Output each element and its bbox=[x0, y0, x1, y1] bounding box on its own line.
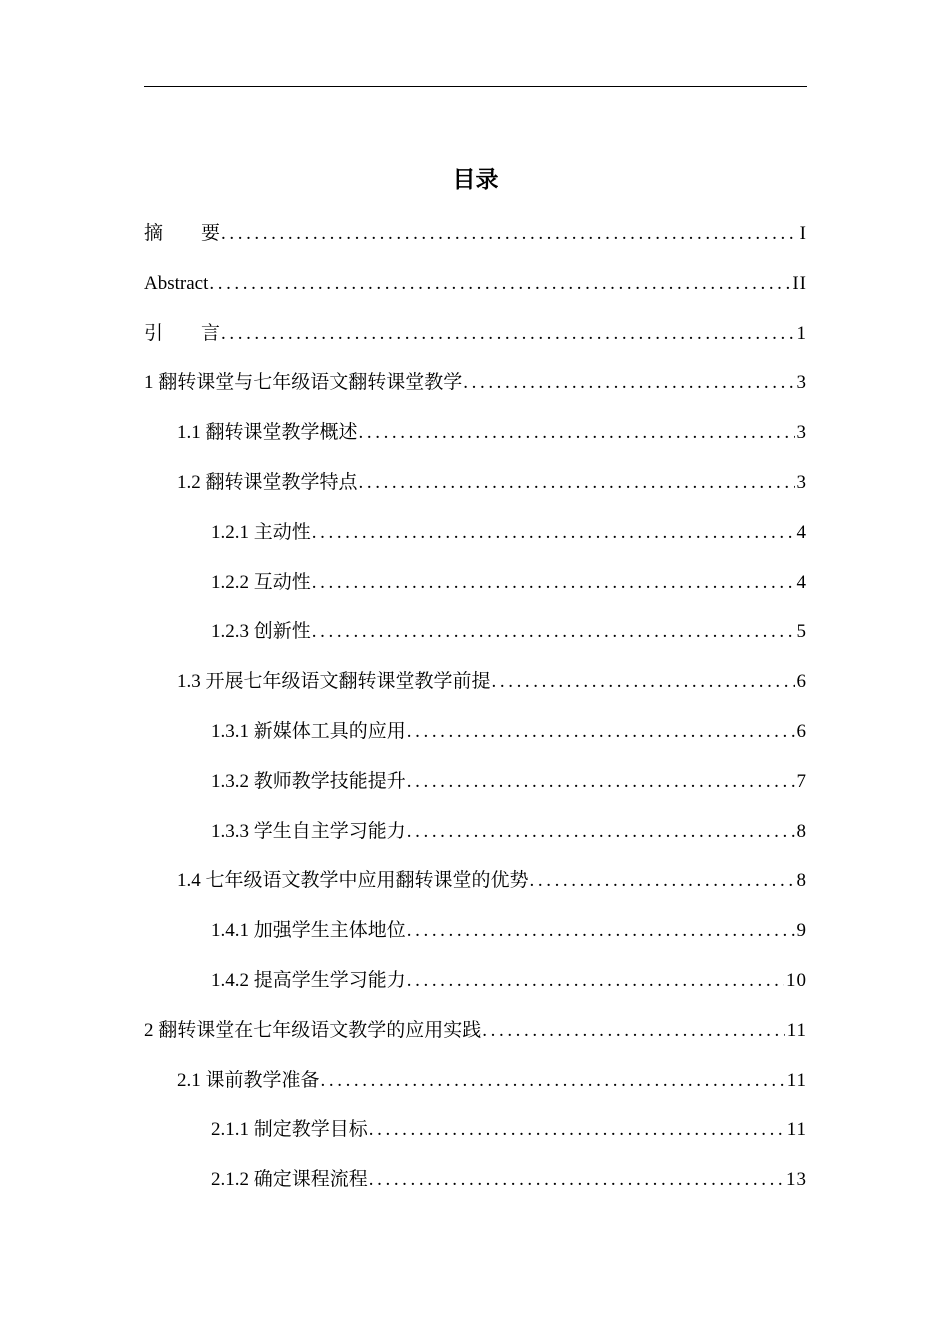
header-rule bbox=[144, 86, 807, 87]
dot-leader bbox=[406, 714, 795, 750]
dot-leader bbox=[220, 316, 794, 352]
toc-entry[interactable] bbox=[144, 963, 807, 1013]
toc-entry-title: 2.1.1 制定教学目标 bbox=[211, 1119, 368, 1141]
toc-entry-page-number: 6 bbox=[796, 720, 807, 742]
toc-entry-title: 1.4.1 加强学生主体地位 bbox=[211, 920, 406, 942]
toc-entry-title: 1.4.2 提高学生学习能力 bbox=[211, 969, 406, 991]
toc-entry-title: 2.1 课前教学准备 bbox=[177, 1069, 320, 1091]
dot-leader bbox=[311, 515, 795, 551]
toc-entry-title: 引 言 bbox=[144, 322, 221, 344]
toc-entry[interactable] bbox=[144, 415, 807, 465]
toc-entry-title: 1 翻转课堂与七年级语文翻转课堂教学 bbox=[144, 372, 463, 394]
toc-entry-title: 2.1.2 确定课程流程 bbox=[211, 1169, 368, 1191]
dot-leader bbox=[311, 565, 795, 601]
toc-entry-page-number: 11 bbox=[786, 1119, 807, 1141]
toc-entry-title: 1.3 开展七年级语文翻转课堂教学前提 bbox=[177, 671, 491, 693]
toc-entry-title: 1.2.3 创新性 bbox=[211, 621, 311, 643]
toc-entry-page-number: 3 bbox=[796, 471, 807, 493]
toc-entry[interactable] bbox=[144, 565, 807, 615]
dot-leader bbox=[368, 1112, 785, 1148]
toc-entry-page-number: 11 bbox=[786, 1019, 807, 1041]
toc-entry-page-number: 3 bbox=[796, 372, 807, 394]
dot-leader bbox=[368, 1162, 784, 1198]
toc-entry-page-number: 13 bbox=[786, 1169, 807, 1191]
toc-entry-page-number: 8 bbox=[796, 870, 807, 892]
toc-entry-page-number: 8 bbox=[796, 820, 807, 842]
toc-entry-page-number: 4 bbox=[796, 521, 807, 543]
dot-leader bbox=[406, 764, 795, 800]
toc-entry[interactable] bbox=[144, 515, 807, 565]
toc-entry-title: Abstract bbox=[144, 272, 209, 294]
dot-leader bbox=[406, 814, 795, 850]
toc-entry-page-number: 4 bbox=[796, 571, 807, 593]
toc-entry[interactable] bbox=[144, 1063, 807, 1113]
toc-entry-title: 1.2.1 主动性 bbox=[211, 521, 311, 543]
toc-entry[interactable] bbox=[144, 913, 807, 963]
toc-entry-page-number: 7 bbox=[796, 770, 807, 792]
toc-entry[interactable] bbox=[144, 863, 807, 913]
toc-entry-title: 1.1 翻转课堂教学概述 bbox=[177, 422, 358, 444]
toc-entry-title: 1.3.3 学生自主学习能力 bbox=[211, 820, 406, 842]
dot-leader bbox=[208, 266, 790, 302]
toc-entry[interactable] bbox=[144, 465, 807, 515]
toc-entry[interactable] bbox=[144, 365, 807, 415]
toc-entry[interactable] bbox=[144, 814, 807, 864]
toc-entry[interactable] bbox=[144, 1112, 807, 1162]
toc-entry-page-number: 6 bbox=[796, 671, 807, 693]
toc-entry[interactable] bbox=[144, 614, 807, 664]
dot-leader bbox=[311, 614, 795, 650]
toc-entry-title: 1.2.2 互动性 bbox=[211, 571, 311, 593]
toc-entry[interactable] bbox=[144, 266, 807, 316]
toc-entry-title: 1.3.1 新媒体工具的应用 bbox=[211, 720, 406, 742]
toc-entry-page-number: 11 bbox=[786, 1069, 807, 1091]
toc-entry-page-number: I bbox=[799, 223, 807, 244]
toc-entry[interactable] bbox=[144, 216, 807, 266]
table-of-contents bbox=[144, 216, 807, 1212]
toc-title: 目录 bbox=[452, 167, 499, 193]
dot-leader bbox=[481, 1013, 784, 1049]
toc-entry-title: 摘 要 bbox=[144, 223, 221, 244]
toc-entry-title: 1.4 七年级语文教学中应用翻转课堂的优势 bbox=[177, 870, 529, 892]
dot-leader bbox=[358, 465, 795, 501]
dot-leader bbox=[491, 664, 795, 700]
toc-entry-title: 1.3.2 教师教学技能提升 bbox=[211, 770, 406, 792]
dot-leader bbox=[406, 913, 795, 949]
dot-leader bbox=[320, 1063, 785, 1099]
toc-entry-page-number: II bbox=[792, 272, 807, 294]
toc-entry-page-number: 9 bbox=[796, 920, 807, 942]
dot-leader bbox=[529, 863, 795, 899]
toc-entry[interactable] bbox=[144, 1162, 807, 1212]
toc-entry-title: 1.2 翻转课堂教学特点 bbox=[177, 471, 358, 493]
toc-entry-title: 2 翻转课堂在七年级语文教学的应用实践 bbox=[144, 1019, 482, 1041]
toc-entry-page-number: 3 bbox=[796, 422, 807, 444]
dot-leader bbox=[358, 415, 795, 451]
toc-entry[interactable] bbox=[144, 1013, 807, 1063]
toc-entry[interactable] bbox=[144, 714, 807, 764]
dot-leader bbox=[220, 216, 798, 252]
toc-entry[interactable] bbox=[144, 764, 807, 814]
toc-entry[interactable] bbox=[144, 316, 807, 366]
dot-leader bbox=[462, 365, 794, 401]
toc-entry-page-number: 1 bbox=[796, 322, 807, 344]
toc-entry-page-number: 5 bbox=[796, 621, 807, 643]
toc-entry[interactable] bbox=[144, 664, 807, 714]
toc-entry-page-number: 10 bbox=[786, 969, 807, 991]
dot-leader bbox=[406, 963, 784, 999]
